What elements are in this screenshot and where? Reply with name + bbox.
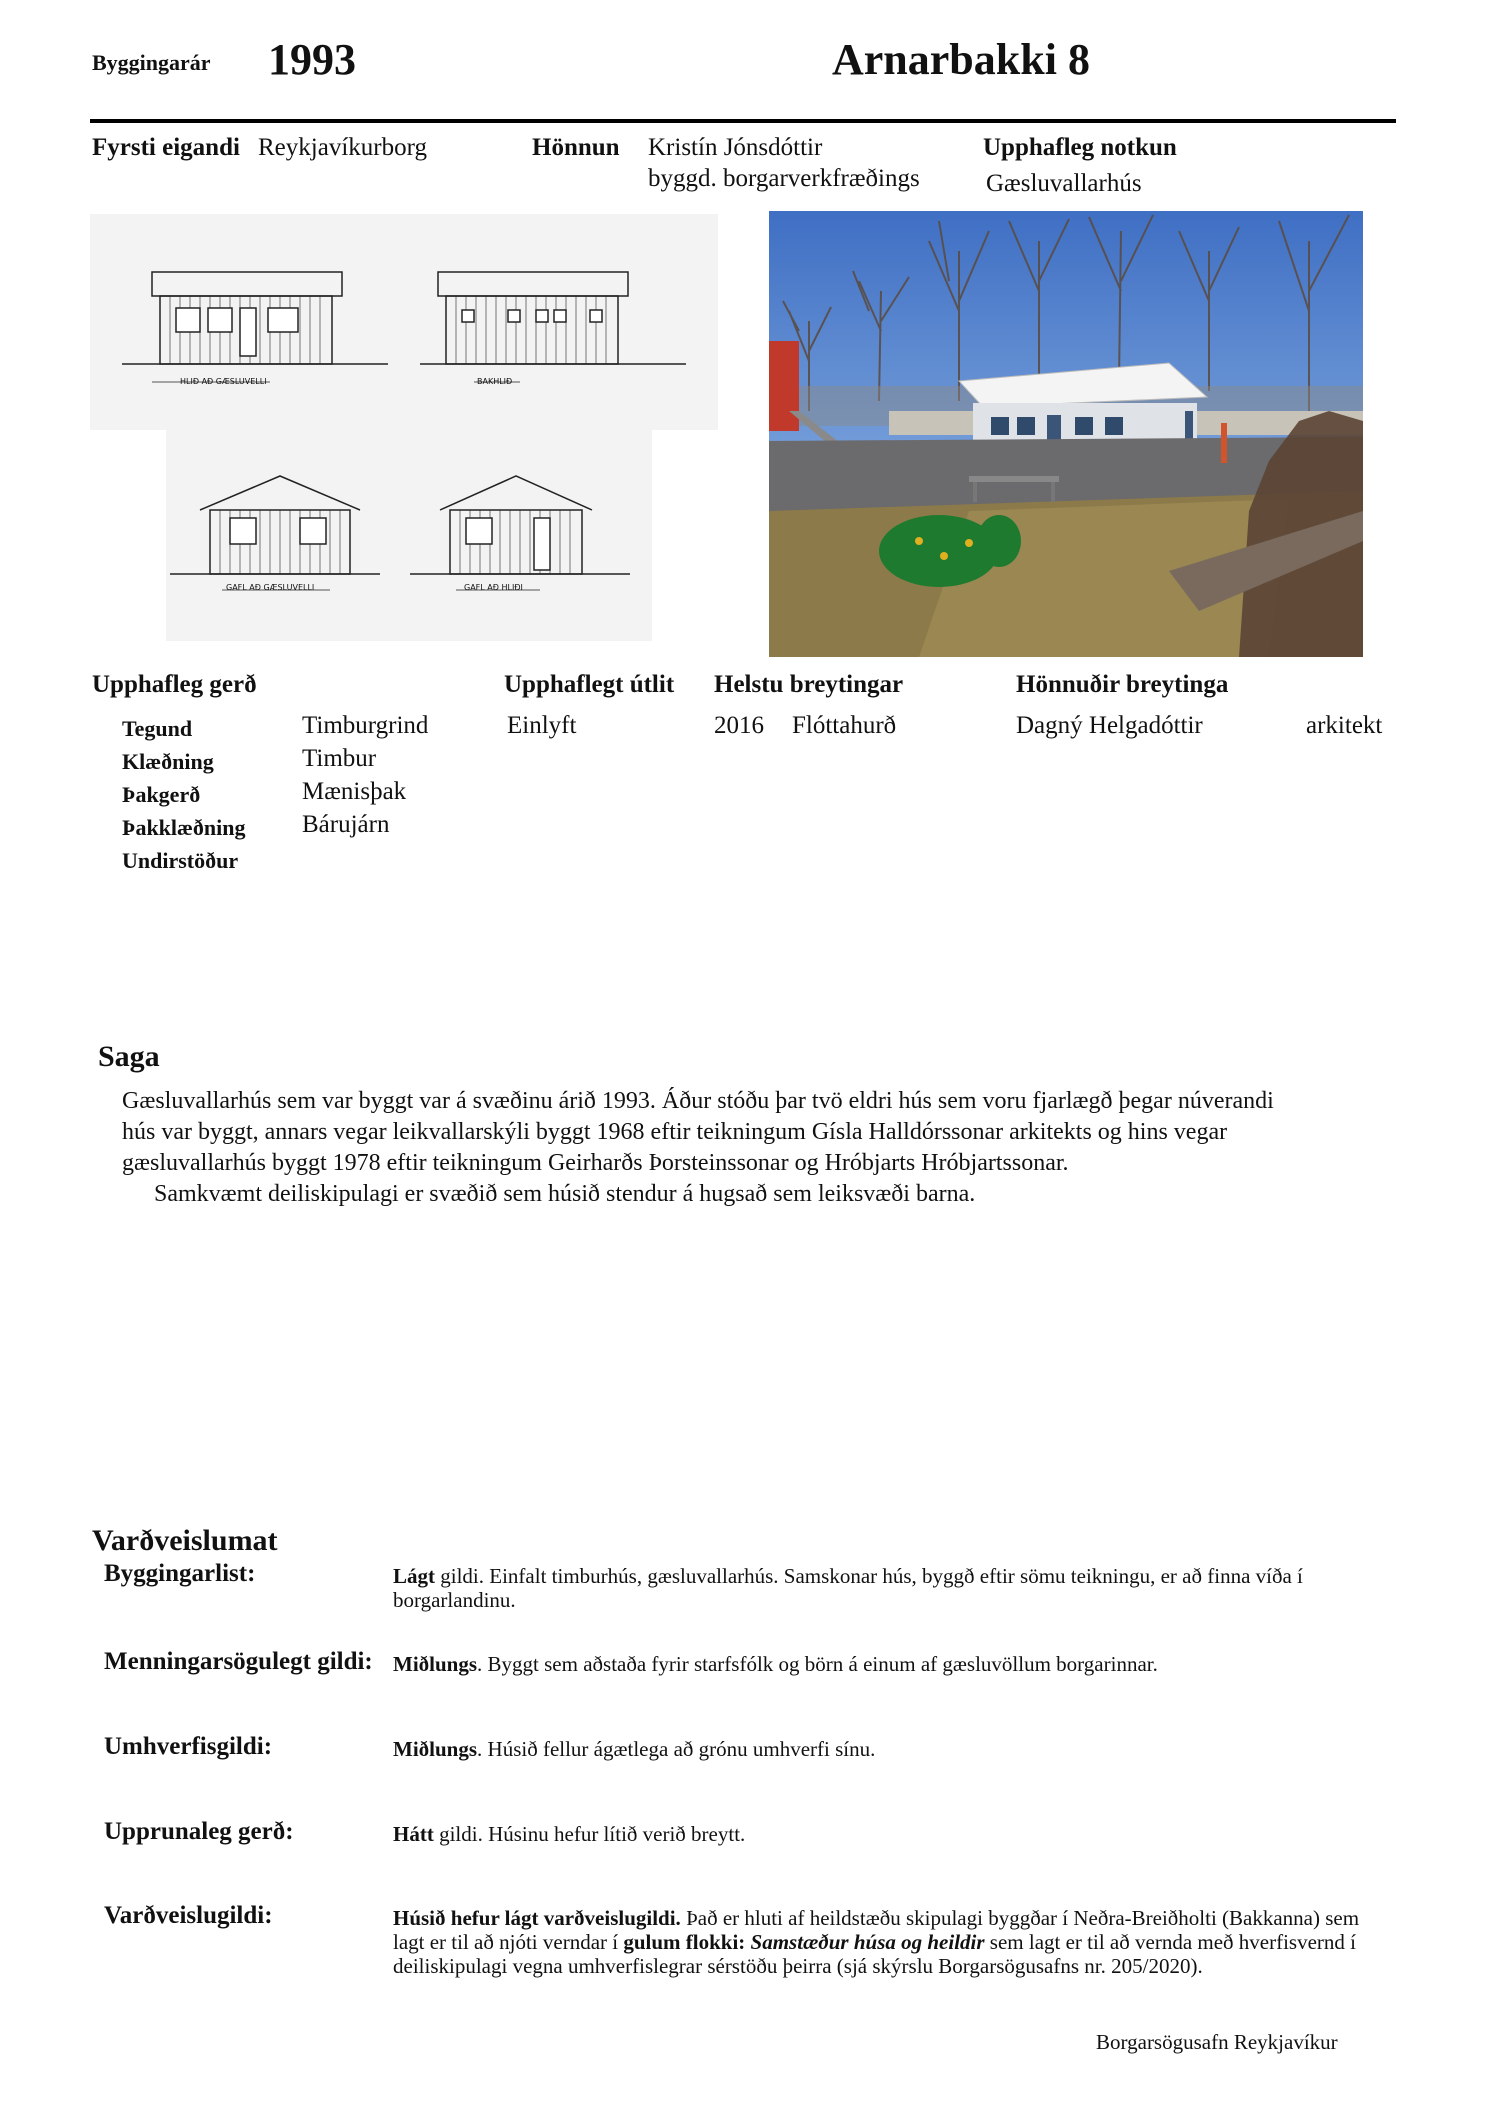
assessment-label-cultural: Menningarsögulegt gildi: [104,1648,373,1675]
assessment-label-preservation: Varðveislugildi: [104,1902,273,1929]
assessment-grade-cultural: Miðlungs [393,1652,478,1676]
elevation-drawings [90,214,718,644]
use-label: Upphafleg notkun [983,134,1177,161]
elevation-caption-front: HLIÐ AÐ GÆSLUVELLI [180,377,267,386]
assessment-text-architecture [393,1564,1383,1612]
owner-value: Reykjavíkurborg [258,134,427,161]
header-divider [90,119,1396,123]
elevation-caption-back: BAKHLIÐ [477,377,513,386]
assessment-desc-cultural: . Byggt sem aðstaða fyrir starfsfólk og börn á einum af gæsluvöllum borgarinnar. [477,1652,1158,1676]
assessment-final-italic: Samstæður húsa og heildir [750,1930,985,1954]
saga-line-4: Samkvæmt deiliskipulagi er svæðið sem húsið stendur á hugsað sem leiksvæði barna. [154,1181,976,1207]
assessment-grade-environment: Miðlungs [393,1737,478,1761]
designer-line1: Kristín Jónsdóttir [648,134,823,161]
footer-source: Borgarsögusafn Reykjavíkur [1096,2030,1338,2054]
detail-label-foundation: Undirstöður [122,848,239,873]
detail-value-roofing: Bárujárn [302,811,390,838]
design-label: Hönnun [532,134,620,161]
assessment-final-text2: sem lagt er til að vernda með hverfisvernd í deiliskipulagi vegna umhverfislegrar sérstöðu þeirra (sjá skýrslu Borgarsögusafns nr. 205/2020). [393,1930,1357,1978]
appearance-value: Einlyft [507,712,577,739]
detail-label-roofing: Þakklæðning [122,815,246,840]
detail-label-cladding: Klæðning [122,749,214,774]
changes-heading: Helstu breytingar [714,671,904,698]
assessment-final-bold: Húsið hefur lágt varðveislugildi. [393,1906,681,1930]
designer-line2: byggd. borgarverkfræðings [648,165,920,192]
saga-line-1: Gæsluvallarhús sem var byggt var á svæðinu árið 1993. Áður stóðu þar tvö eldri hús sem voru fjarlægð þegar núverandi [122,1088,1274,1114]
elevation-caption-gable1: GAFL AÐ GÆSLUVELLI [226,583,315,592]
assessment-label-environment: Umhverfisgildi: [104,1733,273,1760]
detail-label-roof: Þakgerð [122,782,201,807]
building-photo [769,211,1363,657]
assessment-desc-architecture: gildi. Einfalt timburhús, gæsluvallarhús. Samskonar hús, byggð eftir sömu teikningu, er að finna víða í borgarlandinu. [393,1564,1303,1612]
assessment-label-architecture: Byggingarlist: [104,1560,256,1587]
assessment-final-text1: Það er hluti af heildstæðu skipulagi byggðar í Neðra-Breiðholti (Bakkanna) sem lagt er til að njóti verndar í [393,1906,1360,1954]
change-designer-role: arkitekt [1306,712,1383,739]
assessment-label-original: Upprunaleg gerð: [104,1818,294,1845]
use-value: Gæsluvallarhús [986,170,1142,197]
owner-label: Fyrsti eigandi [92,134,240,161]
change-year: 2016 [714,712,764,739]
saga-title: Saga [98,1040,160,1073]
year-label: Byggingarár [92,50,211,75]
assessment-grade-original: Hátt [393,1822,434,1846]
change-designer-heading: Hönnuðir breytinga [1016,671,1229,698]
change-designer: Dagný Helgadóttir [1016,712,1203,739]
type-heading: Upphafleg gerð [92,671,257,698]
saga-line-3: gæsluvallarhús byggt 1978 eftir teikningum Geirharðs Þorsteinssonar og Hróbjarts Hróbjartssonar. [122,1150,1069,1176]
saga-line-2: hús var byggt, annars vegar leikvallarskýli byggt 1968 eftir teikningum Gísla Halldórssonar arkitekts og hins vegar [122,1119,1228,1145]
elevation-caption-gable2: GAFL AÐ HLIÐI [464,583,523,592]
assessment-text-original [393,1822,1383,1846]
assessment-title: Varðveislumat [92,1524,278,1557]
assessment-final-category: gulum flokki: [623,1930,751,1954]
appearance-heading: Upphaflegt útlit [504,671,675,698]
assessment-desc-environment: . Húsið fellur ágætlega að grónu umhverfi sínu. [477,1737,876,1761]
assessment-grade-architecture: Lágt [393,1564,435,1588]
assessment-text-cultural [393,1652,1383,1676]
assessment-text-preservation [393,1906,1383,1978]
assessment-text-environment [393,1737,1383,1761]
change-description: Flóttahurð [792,712,897,739]
detail-value-roof: Mænisþak [302,778,407,805]
page-title: Arnarbakki 8 [832,35,1090,84]
detail-value-type: Timburgrind [302,712,429,739]
detail-value-cladding: Timbur [302,745,377,772]
detail-label-type: Tegund [122,716,193,741]
construction-year: 1993 [268,35,356,84]
assessment-desc-original: gildi. Húsinu hefur lítið verið breytt. [433,1822,746,1846]
